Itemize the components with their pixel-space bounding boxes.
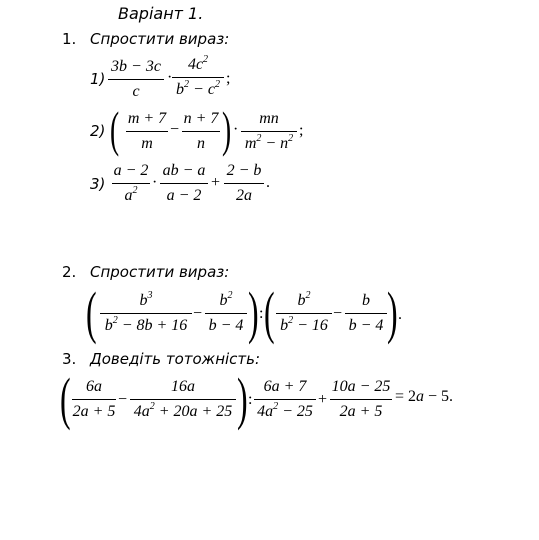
fraction: 10a − 25 2a + 5 (331, 378, 391, 420)
task1-heading: Спростити вираз: (90, 30, 230, 48)
fraction: mn $m^2 - n^2$ (241, 110, 297, 153)
equals-result: = 2a − 5. (395, 388, 454, 405)
fraction: m + 7 m (127, 110, 167, 152)
dot-operator: · (152, 174, 158, 191)
fraction: n + 7 n (183, 110, 219, 152)
minus: − (193, 305, 203, 322)
semicolon: ; (226, 70, 231, 87)
fraction: 6a + 7 $4a^2 - 25$ (254, 378, 316, 421)
variant-title: Варіант 1. (118, 4, 204, 23)
fraction: 3b − 3c c (108, 58, 164, 101)
fraction: 6a 2a + 5 (72, 378, 116, 420)
fraction: 16a $4a^2 + 20a + 25$ (130, 378, 236, 421)
fraction: ab − a a − 2 (160, 162, 208, 205)
semicolon: ; (299, 122, 304, 139)
fraction: 2 − b 2a (224, 162, 264, 205)
left-paren: ( (60, 366, 71, 431)
fraction: $b^3$ $b^2 - 8b + 16$ (100, 292, 192, 335)
minus: − (170, 121, 180, 138)
minus: − (118, 391, 128, 408)
left-paren: ( (110, 101, 120, 157)
task3-number: 3. (62, 350, 77, 368)
fraction: $4c^2$ $b^2 - c^2$ (172, 56, 224, 99)
task3-heading: Доведіть тотожність: (90, 350, 261, 368)
period: . (266, 174, 270, 191)
period: . (398, 306, 402, 323)
right-paren: ) (387, 280, 398, 345)
plus: + (211, 174, 221, 191)
right-paren: ) (237, 366, 248, 431)
task1-number: 1. (62, 30, 77, 48)
task2-heading: Спростити вираз: (90, 263, 230, 281)
task2-number: 2. (62, 263, 77, 281)
division-colon: : (248, 391, 253, 408)
item-3-label: 3) (90, 175, 106, 193)
fraction: b b − 4 (345, 292, 387, 335)
dot-operator: · (167, 69, 173, 86)
right-paren: ) (222, 101, 232, 157)
fraction: a − 2 $a^2$ (113, 162, 149, 204)
minus: − (333, 305, 343, 322)
plus: + (318, 391, 328, 408)
left-paren: ( (86, 280, 97, 345)
dot-operator: · (233, 121, 239, 138)
item-2-label: 2) (90, 122, 106, 140)
right-paren: ) (248, 280, 259, 345)
division-colon: : (259, 305, 264, 322)
item-1-label: 1) (90, 70, 106, 88)
fraction: $b^2$ $b^2 - 16$ (276, 292, 332, 335)
left-paren: ( (264, 280, 275, 345)
fraction: $b^2$ b − 4 (205, 292, 247, 335)
